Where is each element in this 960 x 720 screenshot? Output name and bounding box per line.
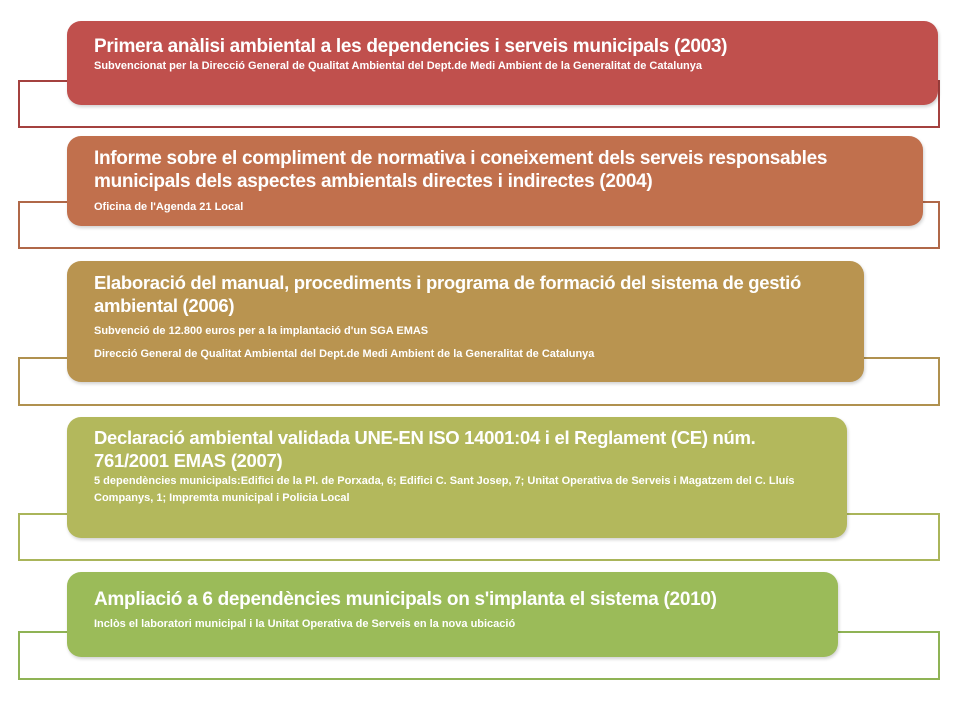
step-3-card xyxy=(67,261,864,382)
step-5-subtitle-1: Inclòs el laboratori municipal i la Unitat Operativa de Serveis en la nova ubicació xyxy=(94,618,516,630)
step-2-card xyxy=(67,136,923,226)
step-1-title: Primera anàlisi ambiental a les dependencies i serveis municipals (2003) xyxy=(94,36,728,57)
step-2-subtitle-1: Oficina de l'Agenda 21 Local xyxy=(94,201,244,213)
step-2-title: Informe sobre el compliment de normativa i coneixement dels serveis responsables municipals dels aspectes ambientals directes i indirectes (2004) xyxy=(94,148,828,192)
step-5-title: Ampliació a 6 dependències municipals on s'implanta el sistema (2010) xyxy=(94,589,717,610)
step-3-title: Elaboració del manual, procediments i programa de formació del sistema de gestió ambiental (2006) xyxy=(94,272,801,316)
step-4-card xyxy=(67,417,847,538)
step-1-subtitle-1: Subvencionat per la Direcció General de Qualitat Ambiental del Dept.de Medi Ambient de la Generalitat de Catalunya xyxy=(94,60,703,72)
step-4-title: Declaració ambiental validada UNE-EN ISO 14001:04 i el Reglament (CE) núm. 761/2001 EMAS (2007) xyxy=(94,427,756,471)
step-3-subtitle-2: Direcció General de Qualitat Ambiental del Dept.de Medi Ambient de la Generalitat de Catalunya xyxy=(94,348,595,360)
step-3-subtitle-1: Subvenció de 12.800 euros per a la implantació d'un SGA EMAS xyxy=(94,325,429,337)
step-5-card xyxy=(67,572,838,657)
step-1-card xyxy=(67,21,938,105)
step-4-subtitle-1: 5 dependències municipals:Edifici de la Pl. de Porxada, 6; Edifici C. Sant Josep, 7; Unitat Operativa de Serveis i Magatzem del C. Lluís Companys, 1; Impremta municipal i Policia Local xyxy=(94,475,795,504)
